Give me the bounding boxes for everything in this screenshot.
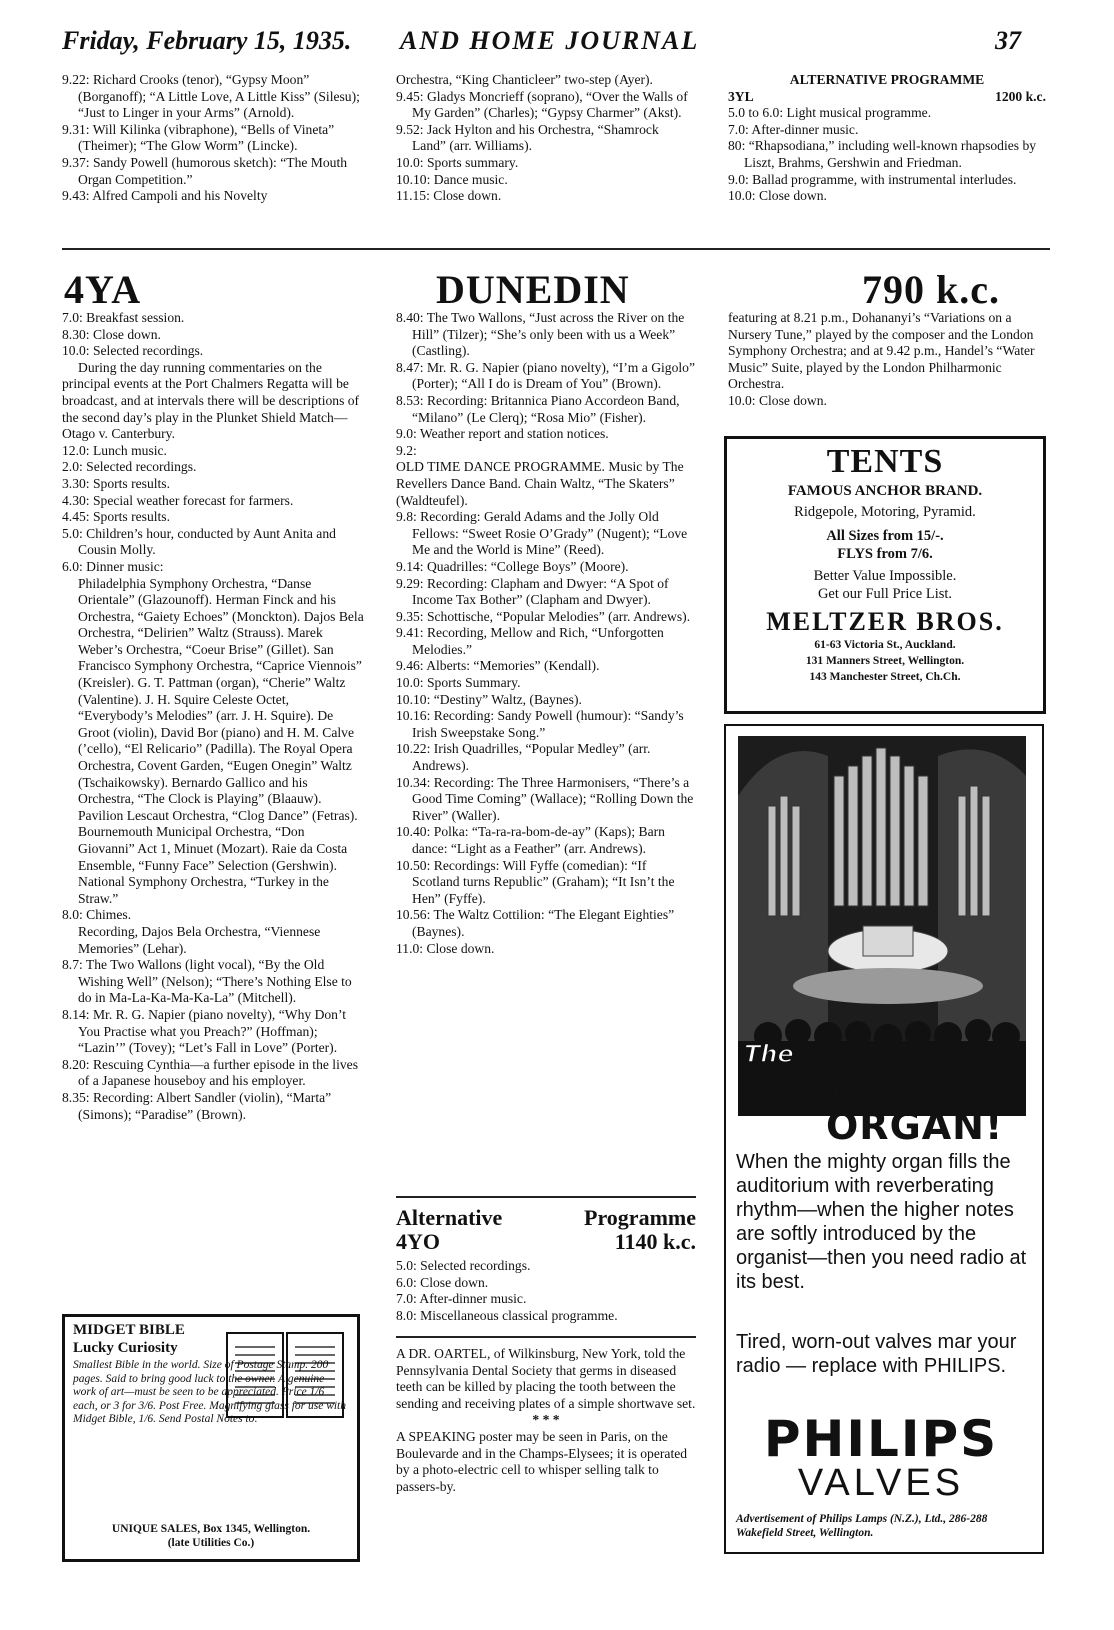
philips-copy: When the mighty organ fills the auditorium with reverberating rhythm—when the higher notes are softly introduced by the organist—then you need radio at its best. <box>736 1151 1027 1293</box>
tents-brand: FAMOUS ANCHOR BRAND. <box>787 483 983 499</box>
programme-column-2 <box>396 310 696 957</box>
tents-flys: FLYS from 7/6. <box>837 546 933 562</box>
section-divider <box>62 248 1050 250</box>
listing: 8.0: Chimes. <box>62 907 132 923</box>
listing: 5.0: Children’s hour, conducted by Aunt Anita and Cousin Molly. <box>62 525 336 558</box>
listing: 8.30: Close down. <box>62 326 161 342</box>
tents-address: 131 Manners Street, Wellington. <box>805 655 965 667</box>
midget-bible-ad <box>62 1314 360 1562</box>
journal-title: AND HOME JOURNAL <box>400 26 700 55</box>
philips-credit: Advertisement of Philips Lamps (N.Z.), Ltd., 286-288 Wakefield Street, Wellington. <box>736 1513 988 1539</box>
listing: 4.30: Special weather forecast for farmers. <box>62 492 294 508</box>
listing: 2.0: Selected recordings. <box>62 459 197 475</box>
listing: 9.52: Jack Hylton and his Orchestra, “Shamrock Land” (arr. Williams). <box>396 121 659 154</box>
listing: 7.0: Breakfast session. <box>62 310 185 325</box>
listing: 8.7: The Two Wallons (light vocal), “By the Old Wishing Well” (Nelson); “There’s Nothing Else to do in Ma-La-Ka-Ma-Ka-La” (Mitchell). <box>62 957 352 1006</box>
listing: 8.47: Mr. R. G. Napier (piano novelty), “I’m a Gigolo” (Porter); “All I do is Dream of You” (Brown). <box>396 359 695 392</box>
tents-types: Ridgepole, Motoring, Pyramid. <box>794 504 976 520</box>
listing: 10.16: Recording: Sandy Powell (humour): “Sandy’s Irish Sweepstake Song.” <box>396 708 684 740</box>
listing: 9.14: Quadrilles: “College Boys” (Moore). <box>396 558 629 574</box>
tents-title: TENTS <box>826 443 944 480</box>
listing: 10.10: Dance music. <box>396 171 508 187</box>
listing: 9.2: <box>396 442 417 458</box>
mighty-organ-title: MIGHTY <box>750 1064 925 1108</box>
listing: 10.56: The Waltz Cottilion: “The Elegant Eighties” (Baynes). <box>396 907 675 939</box>
listing: 9.22: Richard Crooks (tenor), “Gypsy Moon” (Borganoff); “A Little Love, A Little Kiss” (Silesu); “Just to Linger in your Arms” (Arnold). <box>62 72 360 121</box>
top-middle-column <box>396 72 696 205</box>
listing: 9.41: Recording, Mellow and Rich, “Unforgotten Melodies.” <box>396 625 664 657</box>
station-call-sign: 4YA <box>64 267 142 312</box>
philips-logo: PHILIPS <box>763 1410 999 1468</box>
tents-ad <box>724 436 1046 714</box>
listing: 9.0: Weather report and station notices. <box>396 426 609 442</box>
listing: 10.0: Sports summary. <box>396 154 519 170</box>
bible-ad-subtitle: Lucky Curiosity <box>73 1340 178 1356</box>
issue-date: Friday, February 15, 1935. <box>62 26 352 55</box>
news-items <box>396 1346 696 1495</box>
listing: 8.14: Mr. R. G. Napier (piano novelty), “Why Don’t You Practise what you Preach?” (Hoffman); “Lazin’” (Tovey); “Let’s Fall in Love” (Porter). <box>62 1006 347 1056</box>
tents-address: 61-63 Victoria St., Auckland. <box>814 639 956 651</box>
listing: 6.0: Dinner music: <box>62 558 164 574</box>
station-call: 3YL <box>728 88 754 104</box>
listing: 9.46: Alberts: “Memories” (Kendall). <box>396 658 600 674</box>
programme-column-3 <box>728 310 1046 410</box>
top-right-column <box>728 72 1046 205</box>
listing: 9.35: Schottische, “Popular Melodies” (arr. Andrews). <box>396 608 691 624</box>
listing: 8.35: Recording: Albert Sandler (violin), “Marta” (Simons); “Paradise” (Brown). <box>62 1089 332 1122</box>
listing: 8.40: The Two Wallons, “Just across the River on the Hill” (Tilzer); “She’s only been with us a Week” (Castling). <box>396 310 685 359</box>
listing-note: OLD TIME DANCE PROGRAMME. Music by The Revellers Dance Band. Chain Waltz, “The Skaters” (Waldteufel). <box>396 459 684 508</box>
mighty-organ-subtitle: ORGAN! <box>826 1104 1004 1148</box>
bible-ad-body: Smallest Bible in the world. Size of Postage Stamp. 200 pages. Said to bring good luck to the owner. A genuine work of art—must be seen to be appreciated. Price 1/6 each, or 3 for 3/6. Post Free. Magnifying glass for use with Midget Bible, 1/6. Send Postal Notes to: <box>73 1359 347 1426</box>
station-city: DUNEDIN <box>436 267 630 312</box>
divider <box>396 1336 696 1338</box>
listing: 9.0: Ballad programme, with instrumental interludes. <box>728 171 1017 187</box>
listing: 10.50: Recordings: Will Fyffe (comedian): “If Scotland turns Republic” (Graham); “It Isn’t the Hen” (Fyffe). <box>396 857 675 906</box>
listing: 9.8: Recording: Gerald Adams and the Jolly Old Fellows: “Sweet Rosie O’Grady” (Nugent); “Love Me and the World is Mine” (Reed). <box>396 509 688 558</box>
top-left-column <box>62 72 370 205</box>
listing: 7.0: After-dinner music. <box>396 1291 527 1307</box>
news-item: A SPEAKING poster may be seen in Paris, on the Boulevarde and in the Champs-Elysees; it is operated by a photo-electric cell to whisper selling talk to passers-by. <box>396 1428 688 1494</box>
listing: 10.10: “Destiny” Waltz, (Baynes). <box>396 691 582 707</box>
listing: 9.43: Alfred Campoli and his Novelty <box>62 188 268 204</box>
tents-value: Better Value Impossible. <box>813 568 957 584</box>
listing: 9.37: Sandy Powell (humorous sketch): “The Mouth Organ Competition.” <box>62 154 348 187</box>
bible-ad-address: UNIQUE SALES, Box 1345, Wellington. <box>111 1523 311 1535</box>
alt-station-call: 4YO <box>396 1229 440 1254</box>
programme-column-1 <box>62 310 364 1123</box>
listing: 9.45: Gladys Moncrieff (soprano), “Over the Walls of My Garden” (Charles); “Gypsy Charmer” (Akst). <box>396 88 688 121</box>
listing: 12.0: Lunch music. <box>62 442 167 458</box>
listing: 7.0: After-dinner music. <box>728 121 859 137</box>
tents-sizes: All Sizes from 15/-. <box>826 528 944 544</box>
listing: 9.31: Will Kilinka (vibraphone), “Bells of Vineta” (Theimer); “The Glow Worm” (Lincke). <box>62 121 335 154</box>
listing: 3.30: Sports results. <box>62 475 170 491</box>
listing: 11.15: Close down. <box>396 188 502 204</box>
listing: 80: “Rhapsodiana,” including well-known rhapsodies by Liszt, Brahms, Gershwin and Friedman. <box>728 138 1037 170</box>
listing: 8.53: Recording: Britannica Piano Accordeon Band, “Milano” (Le Clerq); “Rosa Mio” (Fisher). <box>396 392 680 425</box>
listing: Orchestra, “King Chanticleer” two-step (Ayer). <box>396 72 653 87</box>
alt-heading-left: Alternative <box>396 1205 503 1230</box>
station-frequency: 790 k.c. <box>862 267 1000 312</box>
alt-station-freq: 1140 k.c. <box>614 1229 696 1254</box>
philips-valves: VALVES <box>797 1462 965 1504</box>
listing: 10.0: Selected recordings. <box>62 343 204 359</box>
bible-ad-address-note: (late Utilities Co.) <box>167 1537 255 1549</box>
news-separator: * * * <box>532 1412 560 1428</box>
station-freq: 1200 k.c. <box>995 88 1046 104</box>
alternative-programme-4yo <box>396 1206 696 1324</box>
listing: 10.0: Close down. <box>728 392 827 408</box>
tents-company: MELTZER BROS. <box>766 607 1004 636</box>
listing-note: Philadelphia Symphony Orchestra, “Danse Orientale” (Glazounoff). Herman Finck and his Orchestra, “Gaiety Echoes” (Monckton). Dajos Bela Orchestra, “Delirien” Waltz (Strauss). Marek Weber’s Orchestra, “Coeur Brise” (Gillet). San Francisco Symphony Orchestra, “Caprice Viennois” (Kreisler). G. T. Pattman (organ), “Cherie” Waltz (Valentine). J. H. Squire Celeste Octet, “Everybody’s Melodies” (arr. J. H. Squire). De Groot (violin), David Bor (piano) and H. M. Calve (’cello), “El Relicario” (Padilla). The Royal Opera Orchestra, Covent Garden, “Eugen Onegin” Waltz (Tschaikowsky). Bernardo Gallico and his Orchestra, “The Clock is Playing” (Blaauw). Pavilion Lescaut Orchestra, “Clog Dance” (Fetras). Bournemouth Municipal Orchestra, “Don Giovanni” Act 1, Minuet (Mozart). Raie da Costa Ensemble, “Funny Face” Selection (Gershwin). National Symphony Orchestra, “Turkey in the Straw.” <box>78 575 364 906</box>
listing: 4.45: Sports results. <box>62 509 170 525</box>
tents-address: 143 Manchester Street, Ch.Ch. <box>809 671 961 683</box>
listing: 8.20: Rescuing Cynthia—a further episode in the lives of a Japanese houseboy and his employer. <box>62 1056 358 1089</box>
listing: 10.0: Close down. <box>728 188 827 204</box>
alt-programme-title: ALTERNATIVE PROGRAMME <box>789 72 985 87</box>
listing-note: During the day running commentaries on the principal events at the Port Chalmers Regatta will be broadcast, and at intervals there will be descriptions of the second day’s play in the Plunket Shield Match—Otago v. Canterbury. <box>62 359 360 442</box>
philips-copy: Tired, worn-out valves mar your radio — replace with PHILIPS. <box>736 1331 1017 1377</box>
mighty-organ-the: The <box>744 1040 794 1068</box>
listing: 10.34: Recording: The Three Harmonisers, “There’s a Good Time Coming” (Wallace); “Rolling Down the River” (Waller). <box>396 774 694 823</box>
listing: 8.0: Miscellaneous classical programme. <box>396 1307 618 1323</box>
alt-heading-right: Programme <box>584 1205 696 1230</box>
listing: 5.0 to 6.0: Light musical programme. <box>728 105 932 121</box>
listing: 10.22: Irish Quadrilles, “Popular Medley” (arr. Andrews). <box>396 741 651 774</box>
page-number: 37 <box>995 26 1021 55</box>
listing: 5.0: Selected recordings. <box>396 1258 531 1273</box>
listing: 10.0: Sports Summary. <box>396 675 521 691</box>
listing: 6.0: Close down. <box>396 1274 489 1290</box>
news-item: A DR. OARTEL, of Wilkinsburg, New York, told the Pennsylvania Dental Society that germs in diseased teeth can be killed by placing the tooth between the sending and receiving plates of a simple shortwave set. <box>396 1346 696 1411</box>
bible-ad-title: MIDGET BIBLE <box>73 1322 185 1338</box>
listing: 10.40: Polka: “Ta-ra-ra-bom-de-ay” (Kaps); Barn dance: “Light as a Feather” (arr. Andrews). <box>396 824 665 856</box>
listing: 9.29: Recording: Clapham and Dwyer: “A Spot of Income Tax Bother” (Clapham and Dwyer). <box>396 575 669 608</box>
listing: featuring at 8.21 p.m., Dohananyi’s “Variations on a Nursery Tune,” played by the composer and the London Symphony Orchestra; and at 9.42 p.m., Handel’s “Water Music” Suite, played by the London Philharmonic Orchestra. <box>728 310 1035 392</box>
divider <box>396 1196 696 1198</box>
listing-note: Recording, Dajos Bela Orchestra, “Viennese Memories” (Lehar). <box>78 923 321 956</box>
listing: 11.0: Close down. <box>396 940 495 956</box>
tents-price-list: Get our Full Price List. <box>817 586 953 602</box>
